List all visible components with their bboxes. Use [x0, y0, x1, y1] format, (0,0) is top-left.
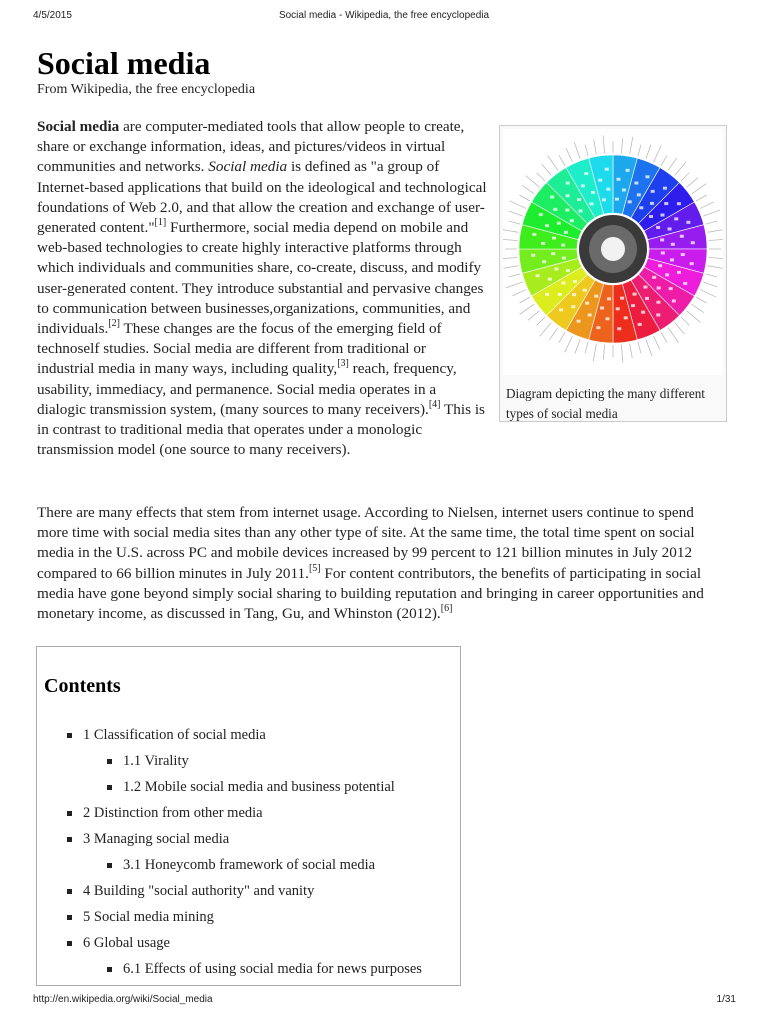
prism-spoke [709, 239, 723, 241]
prism-logo-dot [650, 202, 654, 205]
page-subtitle: From Wikipedia, the free encyclopedia [37, 82, 256, 97]
prism-logo-dot [584, 172, 588, 175]
prism-spoke [661, 332, 667, 342]
prism-spoke [522, 185, 534, 194]
prism-logo-dot [591, 191, 595, 194]
prism-spoke [675, 162, 687, 176]
prism-spoke [703, 282, 717, 287]
prism-logo-dot [566, 182, 570, 185]
prism-spoke [509, 274, 521, 277]
prism-logo-dot [585, 302, 589, 305]
toc-title: Contents [44, 675, 121, 697]
toc-item[interactable]: 3.1 Honeycomb framework of social media [123, 857, 375, 874]
prism-logo-dot [588, 313, 592, 316]
prism-logo-dot [664, 202, 668, 205]
prism-spoke [709, 257, 723, 258]
prism-spoke [696, 297, 706, 303]
prism-logo-dot [553, 208, 557, 211]
prism-spoke [706, 221, 718, 224]
prism-logo-dot [606, 317, 610, 320]
prism-logo-dot [605, 168, 609, 171]
prism-spoke [548, 156, 558, 171]
citation-6[interactable]: [6] [440, 603, 453, 615]
prism-logo-dot [656, 226, 660, 229]
page-title: Social media [37, 45, 211, 81]
prism-spoke [696, 195, 706, 201]
prism-logo-dot [658, 264, 662, 267]
prism-spoke [630, 137, 633, 155]
prism-spoke [708, 230, 723, 233]
prism-spoke [585, 145, 588, 157]
prism-logo-dot [668, 227, 672, 230]
toc-item[interactable]: 3 Managing social media [83, 831, 229, 848]
prism-logo-dot [559, 308, 563, 311]
toc-item[interactable]: 6 Global usage [83, 935, 170, 952]
print-date: 4/5/2015 [33, 10, 72, 21]
prism-logo-dot [677, 202, 681, 205]
prism-spoke [654, 336, 660, 350]
prism-logo-dot [669, 287, 673, 290]
prism-logo-dot [645, 175, 649, 178]
prism-logo-dot [548, 278, 552, 281]
prism-logo-dot [686, 221, 690, 224]
prism-spoke [519, 195, 529, 201]
prism-spoke [681, 317, 689, 325]
toc-item[interactable]: 2 Distinction from other media [83, 805, 263, 822]
prism-spoke [594, 140, 597, 155]
prism-logo-dot [531, 254, 535, 257]
prism-spoke [703, 210, 720, 216]
figure-caption: Diagram depicting the many different types of social media [506, 386, 705, 421]
prism-logo-dot [670, 258, 674, 261]
prism-logo-dot [663, 187, 667, 190]
prism-logo-dot [637, 193, 641, 196]
prism-logo-dot [660, 214, 664, 217]
prism-logo-dot [643, 286, 647, 289]
prism-logo-dot [566, 194, 570, 197]
prism-logo-dot [681, 253, 685, 256]
prism-center-core [601, 237, 625, 261]
prism-spoke [537, 317, 545, 325]
prism-spoke [519, 297, 529, 303]
prism-spoke [503, 239, 517, 240]
prism-spoke [512, 290, 526, 296]
prism-spoke [542, 164, 552, 175]
lead-term: Social media [37, 118, 120, 135]
prism-logo-dot [577, 198, 581, 201]
prism-logo-dot [583, 289, 587, 292]
prism-logo-dot [607, 297, 611, 300]
prism-spoke [575, 339, 580, 353]
usage-paragraph: There are many effects that stem from internet usage. According to Nielsen, internet users continue to spend more time with social media sites than any other type of site. At the same time, the total time spent on social media in the U.S. across PC and mobile devices increased by 99 percent to 121 billion minutes in July 2012 compared to 66 billion minutes in July 2011.[5] For content contributors, the benefits of participating in social media have gone beyond simply social sharing to building reputation and bringing in career opportunities and monetary income, as discussed in Tang, Gu, and Whinston (2012).[6] [37, 504, 704, 623]
prism-spoke [549, 328, 558, 340]
citation-5[interactable]: [5] [308, 562, 321, 574]
prism-logo-dot [656, 301, 660, 304]
prism-spoke [593, 344, 596, 362]
prism-logo-dot [598, 179, 602, 182]
table-of-contents [36, 646, 461, 986]
prism-logo-dot [550, 196, 554, 199]
prism-spoke [638, 145, 641, 157]
toc-item[interactable]: 1 Classification of social media [83, 727, 266, 744]
prism-logo-dot [657, 286, 661, 289]
prism-logo-dot [690, 262, 694, 265]
prism-spoke [692, 184, 707, 194]
prism-logo-dot [596, 326, 600, 329]
prism-logo-dot [600, 306, 604, 309]
prism-logo-dot [617, 327, 621, 330]
prism-logo-dot [579, 209, 583, 212]
prism-spoke [692, 304, 704, 313]
intro-paragraph: Diagram depicting the many different types of social media Social media are computer-mediated tools that allow people to create, share or exchange information, ideas, and pictures/videos in virtual communities and networks. Social media is defined as "a group of Internet-based applications that build on the ideological and technological foundations of Web 2.0, and that allow the creation and exchange of user-generated content."[1] Furthermore, social media depend on mobile and web-based technologies to create highly interactive platforms through which individuals and communities share, co-create, discuss, and modify user-generated content. They introduce substantial and pervasive changes to communication between businesses,organizations, communities, and individuals.[2] These changes are the focus of the emerging field of technoself studies. Social media are different from traditional or industrial media in many ways, including quality,[3] reach, frequency, usability, immediacy, and permanence. Social media operates in a dialogic transmission system, (many sources to many receivers).[4] This is in contrast to traditional media that operates under a monologic transmission model (one source to many receivers). [37, 117, 727, 460]
prism-logo-dot [628, 200, 632, 203]
prism-spoke [506, 282, 523, 288]
prism-logo-dot [641, 311, 645, 314]
prism-logo-dot [571, 305, 575, 308]
prism-logo-dot [631, 304, 635, 307]
prism-spoke [585, 342, 588, 354]
prism-logo-dot [551, 252, 555, 255]
citation-4[interactable]: [4] [428, 398, 441, 410]
prism-logo-dot [620, 297, 624, 300]
prism-spoke [654, 146, 662, 162]
prism-spoke [566, 148, 572, 162]
toc-item[interactable]: 4 Building "social authority" and vanity [83, 883, 314, 900]
prism-spoke [700, 290, 716, 298]
prism-logo-dot [589, 202, 593, 205]
prism-spoke [565, 336, 573, 352]
prism-logo-dot [665, 273, 669, 276]
prism-spoke [510, 201, 526, 209]
prism-logo-dot [562, 281, 566, 284]
prism-logo-dot [558, 293, 562, 296]
toc-item[interactable]: 1.1 Virality [123, 753, 189, 770]
prism-spoke [509, 221, 521, 224]
prism-spoke [509, 211, 523, 216]
prism-logo-dot [562, 257, 566, 260]
prism-logo-dot [536, 274, 540, 277]
prism-spoke [503, 229, 518, 232]
prism-logo-dot [672, 299, 676, 302]
prism-logo-dot [602, 198, 606, 201]
prism-spoke [559, 155, 565, 165]
prism-spoke [700, 202, 714, 208]
prism-logo-dot [633, 293, 637, 296]
toc-item[interactable]: 6.1 Effects of using social media for news purposes [123, 961, 422, 978]
prism-spoke [668, 328, 678, 343]
prism-spoke [708, 266, 723, 269]
toc-item[interactable]: 5 Social media mining [83, 909, 214, 926]
prism-logo-dot [594, 295, 598, 298]
prism-logo-dot [552, 237, 556, 240]
prism-logo-dot [573, 280, 577, 283]
prism-spoke [646, 339, 652, 356]
figure-social-media-diagram [499, 125, 727, 422]
prism-logo-dot [570, 219, 574, 222]
prism-logo-dot [652, 276, 656, 279]
prism-logo-dot [615, 198, 619, 201]
prism-logo-dot [541, 242, 545, 245]
prism-logo-dot [661, 251, 665, 254]
prism-logo-dot [660, 238, 664, 241]
prism-logo-dot [532, 233, 536, 236]
prism-spoke [638, 342, 641, 354]
prism-spoke [668, 158, 677, 170]
prism-spoke [526, 176, 540, 188]
prism-logo-dot [616, 178, 620, 181]
prism-logo-dot [606, 188, 610, 191]
prism-logo-dot [561, 244, 565, 247]
citation-2[interactable]: [2] [108, 318, 120, 330]
print-url: http://en.wikipedia.org/wiki/Social_media [33, 994, 213, 1005]
toc-item[interactable]: 1.2 Mobile social media and business potential [123, 779, 395, 796]
prism-logo-dot [545, 224, 549, 227]
prism-logo-dot [638, 323, 642, 326]
prism-logo-dot [577, 320, 581, 323]
citation-3[interactable]: [3] [337, 358, 349, 370]
prism-logo-dot [691, 241, 695, 244]
prism-logo-dot [564, 231, 568, 234]
prism-spoke [603, 135, 605, 153]
prism-spoke [574, 142, 580, 159]
prism-logo-dot [626, 169, 630, 172]
prism-logo-dot [656, 313, 660, 316]
prism-logo-dot [565, 209, 569, 212]
prism-logo-dot [539, 213, 543, 216]
prism-spoke [687, 178, 698, 188]
prism-spoke [687, 311, 701, 323]
prism-logo-dot [572, 293, 576, 296]
prism-logo-dot [557, 222, 561, 225]
print-page-number: 1/31 [716, 994, 736, 1005]
prism-spoke [621, 345, 623, 363]
social-media-prism-image[interactable] [503, 129, 723, 375]
prism-logo-dot [677, 271, 681, 274]
prism-spoke [504, 266, 519, 269]
prism-spoke [559, 332, 565, 342]
prism-spoke [603, 345, 604, 360]
prism-logo-dot [554, 268, 558, 271]
prism-logo-dot [639, 206, 643, 209]
prism-logo-dot [616, 307, 620, 310]
print-page-title: Social media - Wikipedia, the free encyclopedia [278, 10, 490, 21]
prism-spoke [706, 274, 718, 277]
prism-spoke [630, 344, 633, 359]
prism-spoke [621, 138, 622, 153]
prism-spoke [681, 173, 689, 181]
prism-logo-dot [634, 182, 638, 185]
prism-logo-dot [566, 269, 570, 272]
prism-logo-dot [624, 316, 628, 319]
citation-1[interactable]: [1] [154, 217, 167, 229]
prism-logo-dot [649, 215, 653, 218]
prism-spoke [528, 311, 539, 321]
prism-spoke [661, 155, 667, 165]
prism-spoke [540, 323, 552, 337]
prism-logo-dot [674, 217, 678, 220]
prism-logo-dot [542, 260, 546, 263]
prism-logo-dot [671, 243, 675, 246]
prism-spoke [503, 257, 517, 259]
prism-logo-dot [581, 184, 585, 187]
prism-spoke [675, 323, 685, 334]
prism-logo-dot [680, 235, 684, 238]
prism-spoke [537, 173, 545, 181]
prism-logo-dot [545, 293, 549, 296]
prism-spoke [520, 304, 535, 314]
emphasis-term: Social media [208, 158, 288, 176]
prism-spoke [646, 145, 651, 159]
prism-logo-dot [622, 189, 626, 192]
prism-logo-dot [683, 282, 687, 285]
prism-logo-dot [651, 190, 655, 193]
prism-logo-dot [645, 297, 649, 300]
